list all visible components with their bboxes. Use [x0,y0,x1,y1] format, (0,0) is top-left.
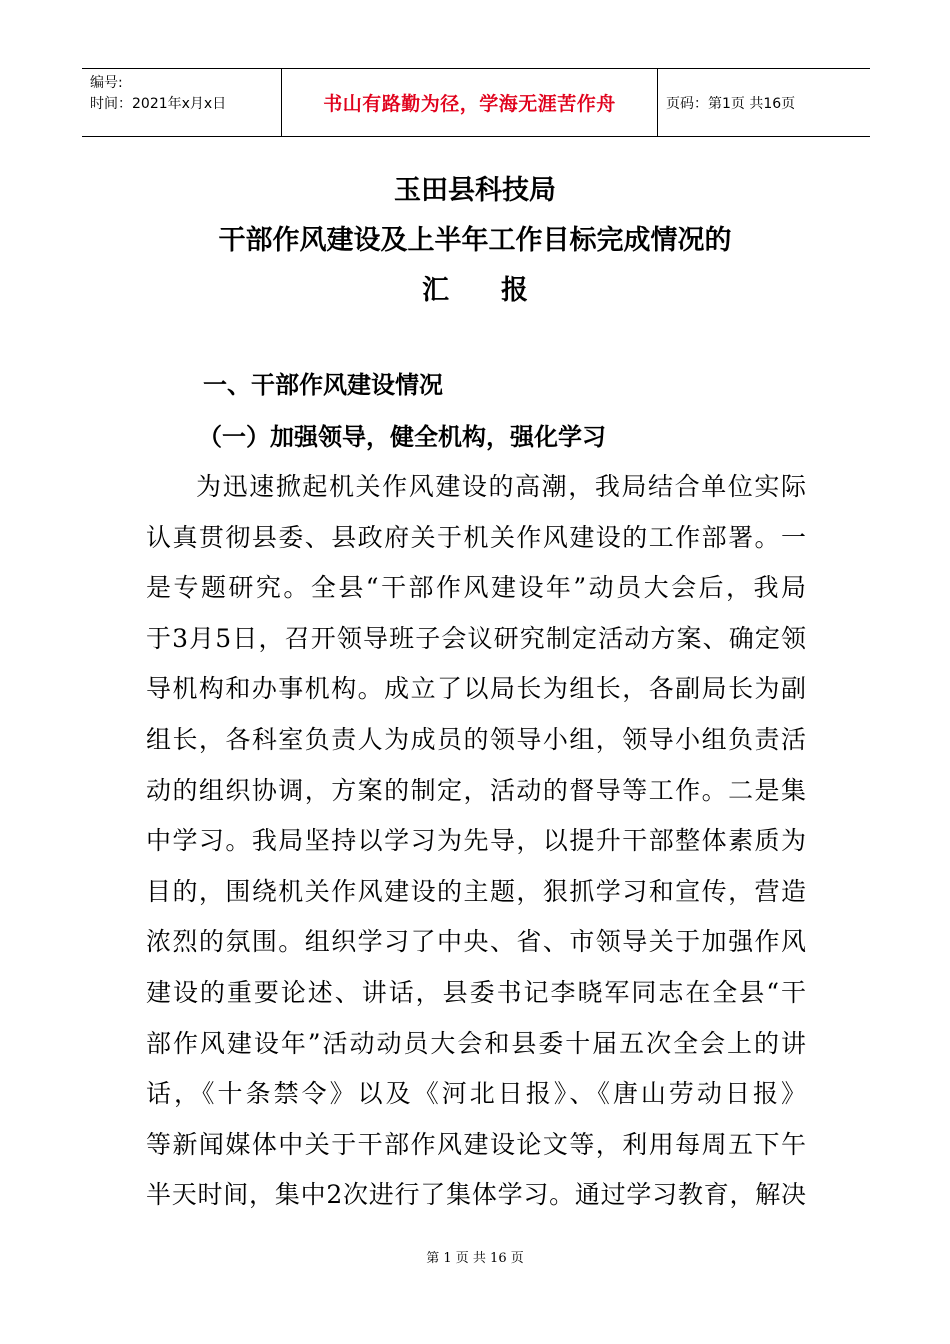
paragraph-line: 半天时间，集中2次进行了集体学习。通过学习教育，解决 [146,1180,806,1210]
subsection-heading: （一）加强领导，健全机构，强化学习 [198,423,606,451]
document-number-label: 编号: [90,75,123,91]
paragraph-line: 话，《十条禁令》以及《河北日报》、《唐山劳动日报》 [146,1079,806,1109]
paragraph-line: 目的，围绕机关作风建设的主题，狠抓学习和宣传，营造 [146,876,806,906]
page-header [82,68,870,137]
paragraph-line: 认真贯彻县委、县政府关于机关作风建设的工作部署。一 [146,522,806,552]
section-heading: 一、干部作风建设情况 [203,371,443,399]
paragraph-line: 为迅速掀起机关作风建设的高潮，我局结合单位实际 [196,472,806,501]
page-info-text: 页码：第1页 共16页 [666,95,796,112]
document-title-subject: 干部作风建设及上半年工作目标完成情况的 [218,225,732,256]
paragraph-line: 浓烈的氛围。组织学习了中央、省、市领导关于加强作风 [146,927,806,957]
motto-text: 书山有路勤为径，学海无涯苦作舟 [323,93,616,115]
document-title-report: 汇报 [422,275,580,306]
paragraph-line: 组长，各科室负责人为成员的领导小组，领导小组负责活 [146,724,806,754]
header-motto [282,69,658,136]
header-meta [82,69,282,136]
document-date-label: 时间：2021年x月x日 [90,96,227,112]
paragraph-line: 是专题研究。全县“干部作风建设年”动员大会后，我局 [146,573,806,603]
document-title-organization: 玉田县科技局 [394,175,556,206]
page-footer: 第 1 页 共 16 页 [426,1251,524,1266]
body-paragraph [146,462,806,1221]
paragraph-line: 动的组织协调，方案的制定，活动的督导等工作。二是集 [146,775,806,805]
paragraph-line: 中学习。我局坚持以学习为先导，以提升干部整体素质为 [146,826,806,856]
paragraph-line: 于3月5日，召开领导班子会议研究制定活动方案、确定领 [146,623,806,653]
paragraph-line: 建设的重要论述、讲话，县委书记李晓军同志在全县“干 [146,977,806,1007]
paragraph-line: 等新闻媒体中关于干部作风建设论文等，利用每周五下午 [146,1129,806,1159]
header-page-info [658,69,870,136]
paragraph-line: 部作风建设年”活动动员大会和县委十届五次全会上的讲 [146,1028,806,1058]
paragraph-line: 导机构和办事机构。成立了以局长为组长，各副局长为副 [146,674,806,704]
